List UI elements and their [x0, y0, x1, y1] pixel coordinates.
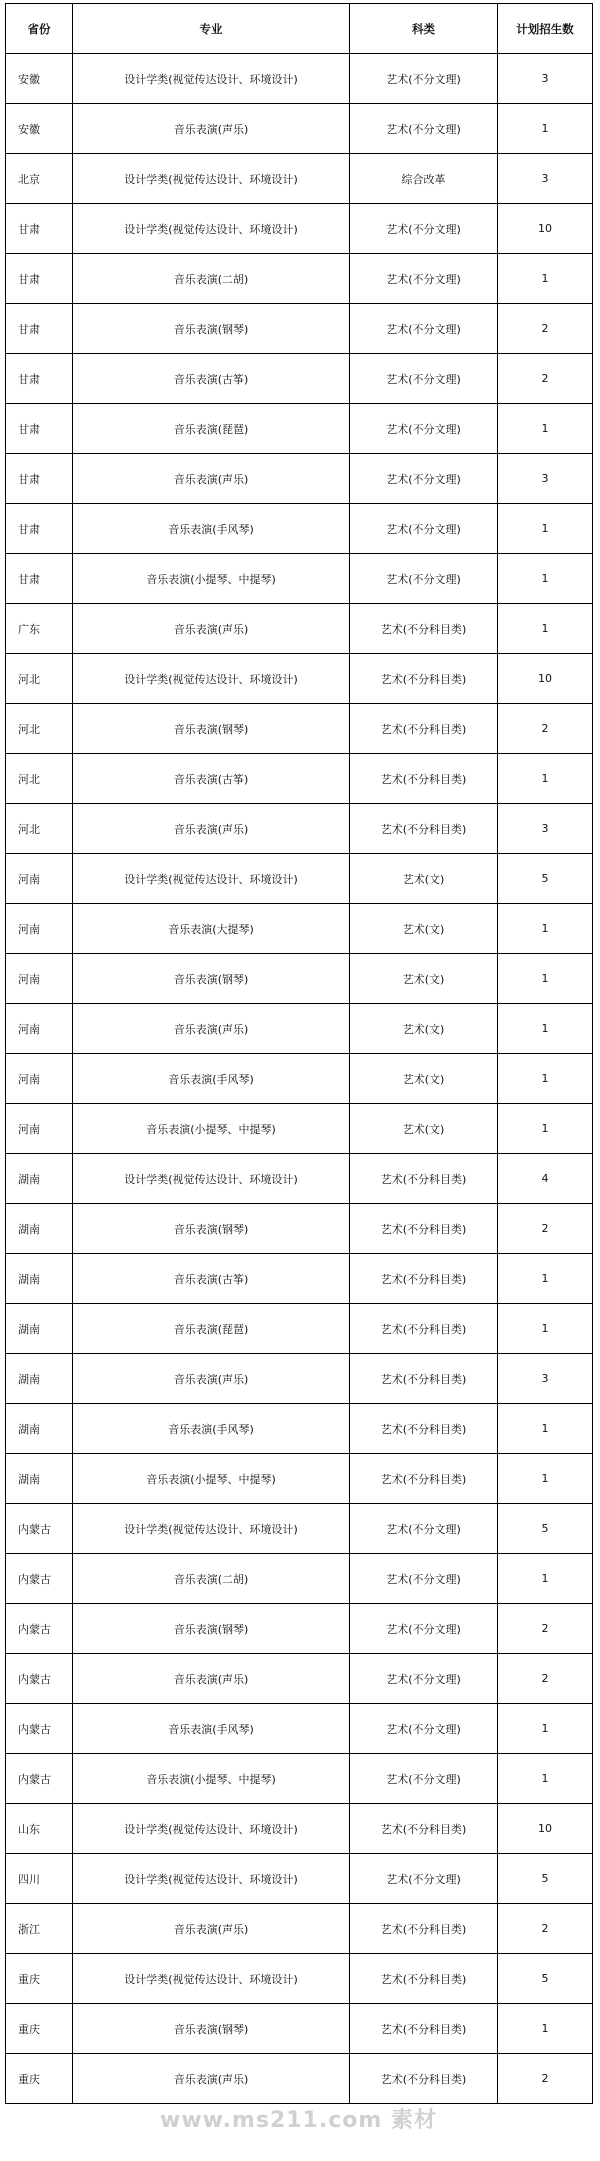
cell-plan-count: 3	[498, 454, 593, 504]
cell-plan-count: 1	[498, 1704, 593, 1754]
cell-province: 内蒙古	[6, 1604, 73, 1654]
table-row	[6, 54, 593, 104]
cell-major: 音乐表演(声乐)	[73, 1004, 350, 1054]
cell-category: 艺术(不分科目类)	[350, 654, 498, 704]
cell-category: 艺术(不分文理)	[350, 304, 498, 354]
cell-plan-count: 1	[498, 254, 593, 304]
cell-province: 内蒙古	[6, 1704, 73, 1754]
cell-major: 设计学类(视觉传达设计、环境设计)	[73, 854, 350, 904]
cell-province: 河南	[6, 904, 73, 954]
cell-province: 内蒙古	[6, 1504, 73, 1554]
header-category: 科类	[350, 4, 498, 54]
table-row	[6, 854, 593, 904]
header-plan-count: 计划招生数	[498, 4, 593, 54]
cell-major: 音乐表演(声乐)	[73, 1354, 350, 1404]
cell-major: 音乐表演(声乐)	[73, 1904, 350, 1954]
cell-category: 艺术(不分文理)	[350, 54, 498, 104]
cell-plan-count: 3	[498, 54, 593, 104]
cell-plan-count: 1	[498, 954, 593, 1004]
table-row	[6, 1554, 593, 1604]
table-row	[6, 1654, 593, 1704]
cell-province: 甘肃	[6, 554, 73, 604]
cell-province: 湖南	[6, 1204, 73, 1254]
cell-province: 浙江	[6, 1904, 73, 1954]
cell-major: 音乐表演(小提琴、中提琴)	[73, 1104, 350, 1154]
cell-category: 艺术(不分文理)	[350, 1854, 498, 1904]
cell-province: 湖南	[6, 1304, 73, 1354]
cell-major: 设计学类(视觉传达设计、环境设计)	[73, 654, 350, 704]
cell-province: 甘肃	[6, 354, 73, 404]
cell-category: 艺术(不分文理)	[350, 1654, 498, 1704]
cell-category: 艺术(不分科目类)	[350, 1304, 498, 1354]
table-row	[6, 1254, 593, 1304]
enrollment-plan-table	[5, 3, 593, 2104]
cell-plan-count: 2	[498, 704, 593, 754]
cell-category: 艺术(不分科目类)	[350, 1254, 498, 1304]
cell-province: 安徽	[6, 54, 73, 104]
cell-province: 甘肃	[6, 254, 73, 304]
table-row	[6, 954, 593, 1004]
cell-major: 音乐表演(二胡)	[73, 1554, 350, 1604]
cell-province: 甘肃	[6, 204, 73, 254]
table-row	[6, 1754, 593, 1804]
table-row	[6, 1704, 593, 1754]
cell-major: 设计学类(视觉传达设计、环境设计)	[73, 54, 350, 104]
cell-category: 艺术(不分科目类)	[350, 2054, 498, 2104]
cell-province: 河南	[6, 1104, 73, 1154]
cell-plan-count: 1	[498, 1404, 593, 1454]
table-row	[6, 354, 593, 404]
cell-major: 设计学类(视觉传达设计、环境设计)	[73, 1504, 350, 1554]
header-major: 专业	[73, 4, 350, 54]
cell-province: 甘肃	[6, 304, 73, 354]
cell-category: 艺术(不分科目类)	[350, 704, 498, 754]
cell-major: 音乐表演(声乐)	[73, 104, 350, 154]
cell-category: 艺术(不分文理)	[350, 104, 498, 154]
cell-province: 湖南	[6, 1354, 73, 1404]
cell-major: 音乐表演(钢琴)	[73, 2004, 350, 2054]
cell-province: 甘肃	[6, 504, 73, 554]
table-row	[6, 1204, 593, 1254]
cell-major: 设计学类(视觉传达设计、环境设计)	[73, 154, 350, 204]
table-row	[6, 754, 593, 804]
cell-major: 音乐表演(小提琴、中提琴)	[73, 554, 350, 604]
cell-plan-count: 1	[498, 104, 593, 154]
cell-major: 设计学类(视觉传达设计、环境设计)	[73, 1804, 350, 1854]
table-row	[6, 1954, 593, 2004]
cell-plan-count: 10	[498, 1804, 593, 1854]
watermark: www.ms211.com 素材	[160, 2108, 437, 2133]
cell-plan-count: 1	[498, 1304, 593, 1354]
cell-province: 湖南	[6, 1404, 73, 1454]
table-row	[6, 1354, 593, 1404]
cell-category: 艺术(文)	[350, 1054, 498, 1104]
cell-major: 音乐表演(小提琴、中提琴)	[73, 1754, 350, 1804]
cell-plan-count: 2	[498, 2054, 593, 2104]
table-row	[6, 1404, 593, 1454]
cell-category: 艺术(不分文理)	[350, 454, 498, 504]
cell-province: 河南	[6, 954, 73, 1004]
cell-plan-count: 2	[498, 354, 593, 404]
cell-major: 音乐表演(声乐)	[73, 804, 350, 854]
cell-major: 音乐表演(古筝)	[73, 754, 350, 804]
cell-plan-count: 3	[498, 804, 593, 854]
cell-category: 艺术(不分科目类)	[350, 1354, 498, 1404]
cell-category: 艺术(文)	[350, 954, 498, 1004]
cell-category: 艺术(不分文理)	[350, 204, 498, 254]
cell-plan-count: 1	[498, 754, 593, 804]
cell-major: 设计学类(视觉传达设计、环境设计)	[73, 1154, 350, 1204]
cell-plan-count: 3	[498, 1354, 593, 1404]
cell-province: 河南	[6, 1054, 73, 1104]
cell-major: 音乐表演(古筝)	[73, 354, 350, 404]
cell-category: 艺术(不分文理)	[350, 254, 498, 304]
table-row	[6, 1154, 593, 1204]
cell-plan-count: 10	[498, 204, 593, 254]
table-row	[6, 704, 593, 754]
table-row	[6, 104, 593, 154]
cell-category: 艺术(文)	[350, 904, 498, 954]
table-body	[6, 54, 593, 2104]
cell-category: 艺术(不分文理)	[350, 1754, 498, 1804]
cell-major: 音乐表演(琵琶)	[73, 404, 350, 454]
cell-province: 湖南	[6, 1454, 73, 1504]
cell-category: 艺术(不分文理)	[350, 1704, 498, 1754]
table-row	[6, 1804, 593, 1854]
cell-major: 音乐表演(钢琴)	[73, 304, 350, 354]
cell-plan-count: 1	[498, 1104, 593, 1154]
table-row	[6, 1904, 593, 1954]
header-province: 省份	[6, 4, 73, 54]
cell-category: 艺术(文)	[350, 1104, 498, 1154]
cell-major: 音乐表演(钢琴)	[73, 704, 350, 754]
cell-plan-count: 2	[498, 1604, 593, 1654]
cell-major: 音乐表演(声乐)	[73, 2054, 350, 2104]
table-row	[6, 904, 593, 954]
table-row	[6, 1304, 593, 1354]
cell-province: 北京	[6, 154, 73, 204]
table-row	[6, 1504, 593, 1554]
cell-plan-count: 10	[498, 654, 593, 704]
cell-province: 河北	[6, 654, 73, 704]
cell-plan-count: 5	[498, 1504, 593, 1554]
cell-province: 内蒙古	[6, 1554, 73, 1604]
cell-major: 音乐表演(手风琴)	[73, 504, 350, 554]
cell-province: 重庆	[6, 2004, 73, 2054]
cell-plan-count: 1	[498, 904, 593, 954]
table-row	[6, 2054, 593, 2104]
cell-plan-count: 5	[498, 1954, 593, 2004]
cell-province: 重庆	[6, 2054, 73, 2104]
cell-plan-count: 1	[498, 504, 593, 554]
cell-major: 音乐表演(手风琴)	[73, 1404, 350, 1454]
cell-major: 音乐表演(二胡)	[73, 254, 350, 304]
cell-major: 音乐表演(声乐)	[73, 454, 350, 504]
table-row	[6, 1604, 593, 1654]
cell-major: 音乐表演(大提琴)	[73, 904, 350, 954]
table-row	[6, 504, 593, 554]
cell-category: 艺术(不分科目类)	[350, 1804, 498, 1854]
cell-category: 艺术(不分文理)	[350, 1604, 498, 1654]
table-row	[6, 1004, 593, 1054]
cell-plan-count: 1	[498, 1004, 593, 1054]
cell-plan-count: 1	[498, 1454, 593, 1504]
cell-province: 河北	[6, 754, 73, 804]
cell-category: 艺术(不分文理)	[350, 554, 498, 604]
cell-plan-count: 2	[498, 1654, 593, 1704]
cell-major: 音乐表演(小提琴、中提琴)	[73, 1454, 350, 1504]
cell-major: 音乐表演(手风琴)	[73, 1054, 350, 1104]
cell-major: 音乐表演(古筝)	[73, 1254, 350, 1304]
cell-category: 艺术(不分科目类)	[350, 604, 498, 654]
cell-category: 综合改革	[350, 154, 498, 204]
cell-plan-count: 1	[498, 1254, 593, 1304]
cell-province: 湖南	[6, 1154, 73, 1204]
cell-category: 艺术(不分科目类)	[350, 1954, 498, 2004]
cell-category: 艺术(不分科目类)	[350, 754, 498, 804]
cell-category: 艺术(不分科目类)	[350, 1404, 498, 1454]
table-row	[6, 1454, 593, 1504]
table-row	[6, 304, 593, 354]
cell-major: 设计学类(视觉传达设计、环境设计)	[73, 1954, 350, 2004]
cell-province: 四川	[6, 1854, 73, 1904]
cell-plan-count: 5	[498, 854, 593, 904]
cell-province: 河南	[6, 854, 73, 904]
cell-plan-count: 5	[498, 1854, 593, 1904]
cell-major: 音乐表演(钢琴)	[73, 1604, 350, 1654]
cell-major: 音乐表演(钢琴)	[73, 954, 350, 1004]
cell-major: 设计学类(视觉传达设计、环境设计)	[73, 1854, 350, 1904]
cell-plan-count: 1	[498, 1054, 593, 1104]
cell-plan-count: 1	[498, 404, 593, 454]
cell-major: 设计学类(视觉传达设计、环境设计)	[73, 204, 350, 254]
cell-category: 艺术(不分科目类)	[350, 2004, 498, 2054]
table-row	[6, 1104, 593, 1154]
cell-plan-count: 2	[498, 304, 593, 354]
table-header-row	[6, 4, 593, 54]
cell-category: 艺术(不分科目类)	[350, 1204, 498, 1254]
cell-province: 甘肃	[6, 454, 73, 504]
cell-province: 安徽	[6, 104, 73, 154]
cell-province: 湖南	[6, 1254, 73, 1304]
cell-category: 艺术(不分科目类)	[350, 1904, 498, 1954]
cell-province: 重庆	[6, 1954, 73, 2004]
cell-category: 艺术(不分科目类)	[350, 1154, 498, 1204]
cell-plan-count: 4	[498, 1154, 593, 1204]
table-row	[6, 154, 593, 204]
table-row	[6, 254, 593, 304]
table-row	[6, 204, 593, 254]
cell-plan-count: 1	[498, 2004, 593, 2054]
cell-province: 河北	[6, 704, 73, 754]
cell-plan-count: 1	[498, 604, 593, 654]
cell-plan-count: 1	[498, 554, 593, 604]
cell-plan-count: 2	[498, 1904, 593, 1954]
cell-province: 甘肃	[6, 404, 73, 454]
table-row	[6, 554, 593, 604]
cell-category: 艺术(不分科目类)	[350, 804, 498, 854]
table-row	[6, 1854, 593, 1904]
table-row	[6, 1054, 593, 1104]
table-row	[6, 654, 593, 704]
table-row	[6, 404, 593, 454]
cell-province: 山东	[6, 1804, 73, 1854]
cell-category: 艺术(不分科目类)	[350, 1454, 498, 1504]
cell-category: 艺术(不分文理)	[350, 404, 498, 454]
cell-major: 音乐表演(手风琴)	[73, 1704, 350, 1754]
cell-province: 内蒙古	[6, 1754, 73, 1804]
table-row	[6, 2004, 593, 2054]
cell-province: 内蒙古	[6, 1654, 73, 1704]
cell-category: 艺术(文)	[350, 854, 498, 904]
cell-category: 艺术(文)	[350, 1004, 498, 1054]
table-row	[6, 604, 593, 654]
table-row	[6, 804, 593, 854]
cell-major: 音乐表演(声乐)	[73, 604, 350, 654]
cell-major: 音乐表演(钢琴)	[73, 1204, 350, 1254]
cell-major: 音乐表演(琵琶)	[73, 1304, 350, 1354]
cell-plan-count: 2	[498, 1204, 593, 1254]
cell-plan-count: 1	[498, 1554, 593, 1604]
cell-plan-count: 3	[498, 154, 593, 204]
cell-major: 音乐表演(声乐)	[73, 1654, 350, 1704]
table-row	[6, 454, 593, 504]
enrollment-plan-table-container	[5, 3, 593, 2104]
cell-category: 艺术(不分文理)	[350, 1554, 498, 1604]
cell-category: 艺术(不分文理)	[350, 354, 498, 404]
cell-province: 广东	[6, 604, 73, 654]
cell-province: 河南	[6, 1004, 73, 1054]
cell-category: 艺术(不分文理)	[350, 504, 498, 554]
cell-province: 河北	[6, 804, 73, 854]
cell-category: 艺术(不分文理)	[350, 1504, 498, 1554]
cell-plan-count: 1	[498, 1754, 593, 1804]
